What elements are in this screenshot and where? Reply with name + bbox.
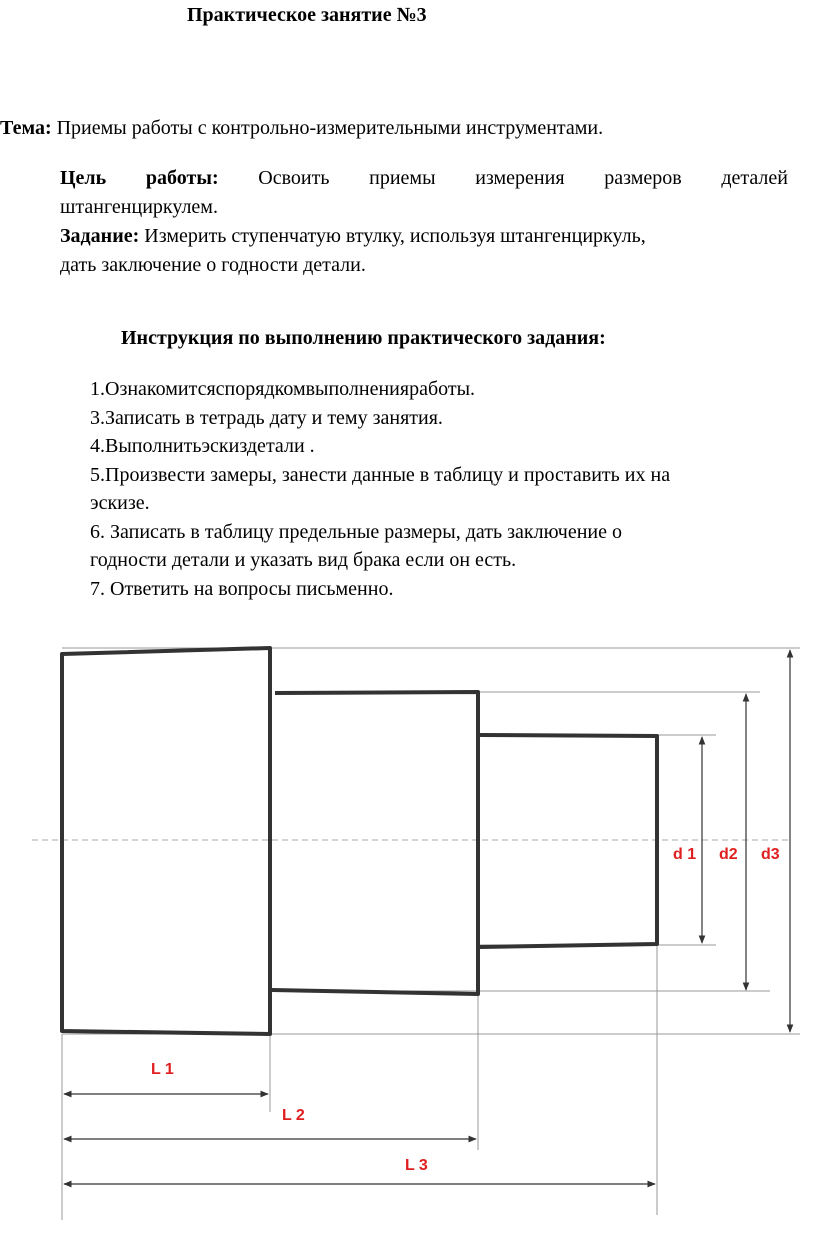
list-item: эскизе. [90, 492, 150, 514]
topic-text: Приемы работы с контрольно-измерительными инструментами. [51, 117, 604, 139]
topic-label: Тема: [0, 117, 52, 139]
step-small [480, 735, 657, 947]
goal-line-2: штангенциркулем. [60, 196, 218, 218]
list-item: 5.Произвести замеры, занести данные в таблицу и проставить их на [90, 463, 671, 486]
instructions-title: Инструкция по выполнению практического задания: [121, 327, 606, 349]
list-item: 7. Ответить на вопросы письменно. [90, 577, 394, 600]
part-outline [62, 648, 657, 1034]
label-d3: d3 [761, 846, 780, 863]
list-item: 3.Записать в тетрадь дату и тему занятия. [90, 406, 443, 429]
task-text-1: Измерить ступенчатую втулку, используя штангенциркуль, [139, 225, 646, 247]
list-item: 1.Ознакомитсяспорядкомвыполненияработы. [90, 378, 476, 400]
task-label: Задание: [60, 225, 140, 247]
goal-text-1: Освоить приемы измерения размеров деталей [258, 167, 788, 189]
list-item: 6. Записать в таблицу предельные размеры, дать заключение о [90, 520, 622, 543]
extension-lines [62, 648, 800, 1220]
label-l2: L 2 [282, 1107, 305, 1124]
label-l1: L 1 [151, 1061, 174, 1078]
label-l3: L 3 [405, 1157, 428, 1174]
task-line-2: дать заключение о годности детали. [60, 254, 366, 276]
length-dimensions [64, 1094, 655, 1184]
list-item: годности детали и указать вид брака если он есть. [90, 549, 517, 571]
page-title: Практическое занятие №3 [187, 4, 427, 26]
label-d2: d2 [719, 846, 738, 863]
label-d1: d 1 [673, 846, 697, 863]
diameter-dimensions [702, 650, 790, 1032]
step-medium [272, 692, 478, 994]
list-item: 4.Выполнитьэскиздетали . [90, 435, 315, 457]
step-large [62, 648, 270, 1034]
goal-label: Цель работы: [60, 167, 219, 189]
